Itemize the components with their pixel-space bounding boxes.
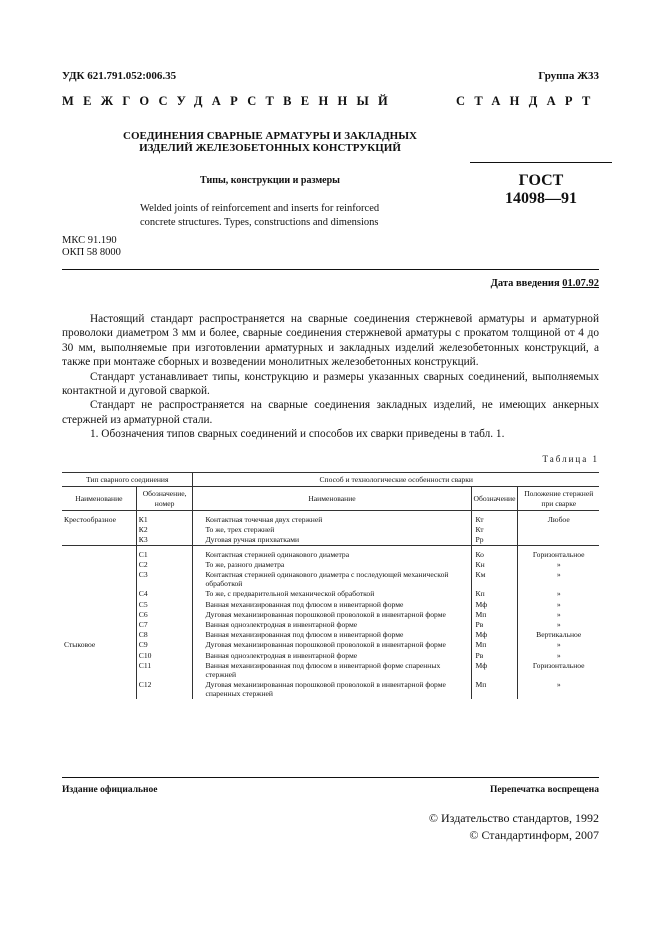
designation-cell: Км — [471, 569, 518, 588]
code-cell: С9 — [136, 639, 193, 649]
position-cell: Горизонтальное — [518, 660, 599, 679]
code-cell: С4 — [136, 588, 193, 598]
method-cell: Ванная одноэлектродная в инвентарной форме — [193, 619, 471, 629]
intro-date-label: Дата введения — [490, 278, 560, 289]
gost-id: 14098—91 — [505, 190, 577, 207]
position-cell: Вертикальное — [518, 629, 599, 639]
code-cell: С10 — [136, 650, 193, 660]
method-cell: Ванная механизированная под флюсом в инвентарной форме спаренных стержней — [193, 660, 471, 679]
method-cell: Дуговая механизированная порошковой проволокой в инвентарной форме — [193, 639, 471, 649]
position-cell: Любое — [518, 511, 599, 525]
header-joint-type: Тип сварного соединения — [62, 473, 193, 487]
joint-type-cell — [62, 534, 136, 545]
table-row — [62, 619, 599, 629]
designation-cell: Мф — [471, 599, 518, 609]
gost-label: ГОСТ — [518, 172, 564, 189]
joint-type-cell — [62, 524, 136, 534]
introduction-date — [491, 278, 599, 289]
joint-type-cell — [62, 588, 136, 598]
table-row — [62, 650, 599, 660]
okp-code: ОКП 58 8000 — [62, 247, 121, 258]
table-row — [62, 599, 599, 609]
method-cell: Дуговая механизированная порошковой проволокой в инвентарной форме — [193, 609, 471, 619]
document-subtitle: Типы, конструкции и размеры — [200, 175, 340, 186]
joint-type-cell — [62, 545, 136, 559]
joint-type-cell — [62, 629, 136, 639]
table-row — [62, 511, 599, 525]
method-cell: Дуговая механизированная порошковой проволокой в инвентарной форме спаренных стержней — [193, 679, 471, 698]
position-cell: » — [518, 588, 599, 598]
designation-cell: Кп — [471, 588, 518, 598]
joint-type-cell — [62, 619, 136, 629]
paragraph: Настоящий стандарт распространяется на сварные соединения стержневой арматуры и арматурной проволоки диаметром 3 мм и более, сварные соединения стержневой арматуры с прокатом толщиной от 4 до 30 мм, выполняемые при изготовлении арматурных и закладных изделий железобетонных конструкций, а также при монтаже сборных и возведении монолитных железобетонных конструкций. — [62, 313, 599, 369]
reprint-notice: Перепечатка воспрещена — [489, 785, 599, 795]
table-row — [62, 559, 599, 569]
code-cell: К2 — [136, 524, 193, 534]
intro-date-value: 01.07.92 — [562, 278, 599, 289]
position-cell — [518, 534, 599, 545]
header-code: Обозначение, номер — [136, 487, 193, 511]
position-cell — [518, 524, 599, 534]
copyright — [429, 810, 599, 844]
method-cell: Ванная механизированная под флюсом в инвентарной форме — [193, 629, 471, 639]
header-designation: Обозначение — [471, 487, 518, 511]
joint-type-cell — [62, 609, 136, 619]
code-cell: С2 — [136, 559, 193, 569]
copyright-line: © Стандартинформ, 2007 — [469, 828, 599, 842]
code-cell: С3 — [136, 569, 193, 588]
joint-type-cell: Стыковое — [64, 640, 96, 650]
standard-banner-left: МЕЖГОСУДАРСТВЕННЫЙ — [62, 94, 398, 108]
mks-code: МКС 91.190 — [62, 235, 117, 246]
position-cell: » — [518, 609, 599, 619]
joint-type-cell — [62, 650, 136, 660]
designation-cell: Кт — [471, 511, 518, 525]
table-row — [62, 534, 599, 545]
joint-type-cell — [62, 599, 136, 609]
code-cell: С12 — [136, 679, 193, 698]
table-row — [62, 524, 599, 534]
table-row — [62, 609, 599, 619]
position-cell: » — [518, 650, 599, 660]
position-cell: Горизонтальное — [518, 545, 599, 559]
designation-cell: Ко — [471, 545, 518, 559]
paragraph: 1. Обозначения типов сварных соединений и способов их сварки приведены в табл. 1. — [90, 428, 505, 441]
joint-type-cell — [62, 569, 136, 588]
method-cell: Контактная стержней одинакового диаметра с последующей механической обработкой — [193, 569, 471, 588]
paragraph: Стандарт устанавливает типы, конструкцию и размеры указанных сварных соединений, выполняемых контактной и дуговой сваркой. — [62, 370, 599, 398]
table-row — [62, 639, 599, 649]
official-edition: Издание официальное — [62, 785, 158, 795]
joint-type-cell: Крестообразное — [62, 511, 136, 525]
position-cell: » — [518, 639, 599, 649]
designation-cell: Рв — [471, 619, 518, 629]
group-code: Группа Ж33 — [538, 70, 599, 82]
paragraph: Стандарт не распространяется на сварные соединения закладных изделий, не имеющих анкерных стержней из арматурной стали. — [62, 399, 599, 426]
footer-divider — [62, 777, 599, 778]
table-row — [62, 660, 599, 679]
standard-banner-right: СТАНДАРТ — [456, 94, 600, 108]
method-cell: То же, с предварительной механической обработкой — [193, 588, 471, 598]
copyright-line: © Издательство стандартов, 1992 — [428, 811, 599, 825]
gost-rule — [470, 162, 612, 163]
table-row — [62, 679, 599, 698]
code-cell: С1 — [136, 545, 193, 559]
udk-code: УДК 621.791.052:006.35 — [62, 70, 177, 82]
divider — [62, 269, 599, 270]
code-cell: С5 — [136, 599, 193, 609]
table-row — [62, 588, 599, 598]
code-cell: С8 — [136, 629, 193, 639]
code-cell: С6 — [136, 609, 193, 619]
table-row — [62, 629, 599, 639]
code-cell: К3 — [136, 534, 193, 545]
position-cell: » — [518, 559, 599, 569]
designation-cell: Мф — [471, 629, 518, 639]
designation-cell: Мп — [471, 609, 518, 619]
position-cell: » — [518, 619, 599, 629]
designation-cell: Мп — [471, 679, 518, 698]
code-cell: С7 — [136, 619, 193, 629]
method-cell: Ванная механизированная под флюсом в инвентарной форме — [193, 599, 471, 609]
designation-cell: Кт — [471, 524, 518, 534]
english-title: Welded joints of reinforcement and inserts for reinforced concrete structures. Types, constructions and dimensions — [140, 203, 380, 228]
joint-type-cell — [62, 679, 136, 698]
document-title — [100, 130, 440, 154]
classification-codes — [62, 235, 121, 259]
method-cell: Контактная точечная двух стержней — [193, 511, 471, 525]
method-cell: Ванная одноэлектродная в инвентарной форме — [193, 650, 471, 660]
joint-type-cell — [62, 559, 136, 569]
header-name: Наименование — [62, 487, 136, 511]
designation-cell: Мф — [471, 660, 518, 679]
table-row — [62, 545, 599, 559]
header-position: Положение стержней при сварке — [518, 487, 599, 511]
position-cell: » — [518, 569, 599, 588]
designation-cell: Рв — [471, 650, 518, 660]
body-text — [62, 312, 599, 442]
method-cell: Контактная стержней одинакового диаметра — [193, 545, 471, 559]
position-cell: » — [518, 599, 599, 609]
method-cell: Дуговая ручная прихватками — [193, 534, 471, 545]
title-line-2: ИЗДЕЛИЙ ЖЕЛЕЗОБЕТОННЫХ КОНСТРУКЦИЙ — [139, 142, 401, 154]
table-row — [62, 569, 599, 588]
designation-cell: Кн — [471, 559, 518, 569]
joint-type-cell — [62, 660, 136, 679]
position-cell: » — [518, 679, 599, 698]
title-line-1: СОЕДИНЕНИЯ СВАРНЫЕ АРМАТУРЫ И ЗАКЛАДНЫХ — [123, 130, 417, 142]
designation-cell: Мп — [471, 639, 518, 649]
code-cell: К1 — [136, 511, 193, 525]
gost-number — [470, 172, 612, 208]
code-cell: С11 — [136, 660, 193, 679]
designation-cell: Рр — [471, 534, 518, 545]
types-table — [62, 472, 599, 699]
method-cell: То же, трех стержней — [193, 524, 471, 534]
table-label: Таблица 1 — [542, 454, 599, 464]
header-welding-method: Способ и технологические особенности сварки — [193, 473, 599, 487]
header-method-name: Наименование — [193, 487, 471, 511]
method-cell: То же, разного диаметра — [193, 559, 471, 569]
